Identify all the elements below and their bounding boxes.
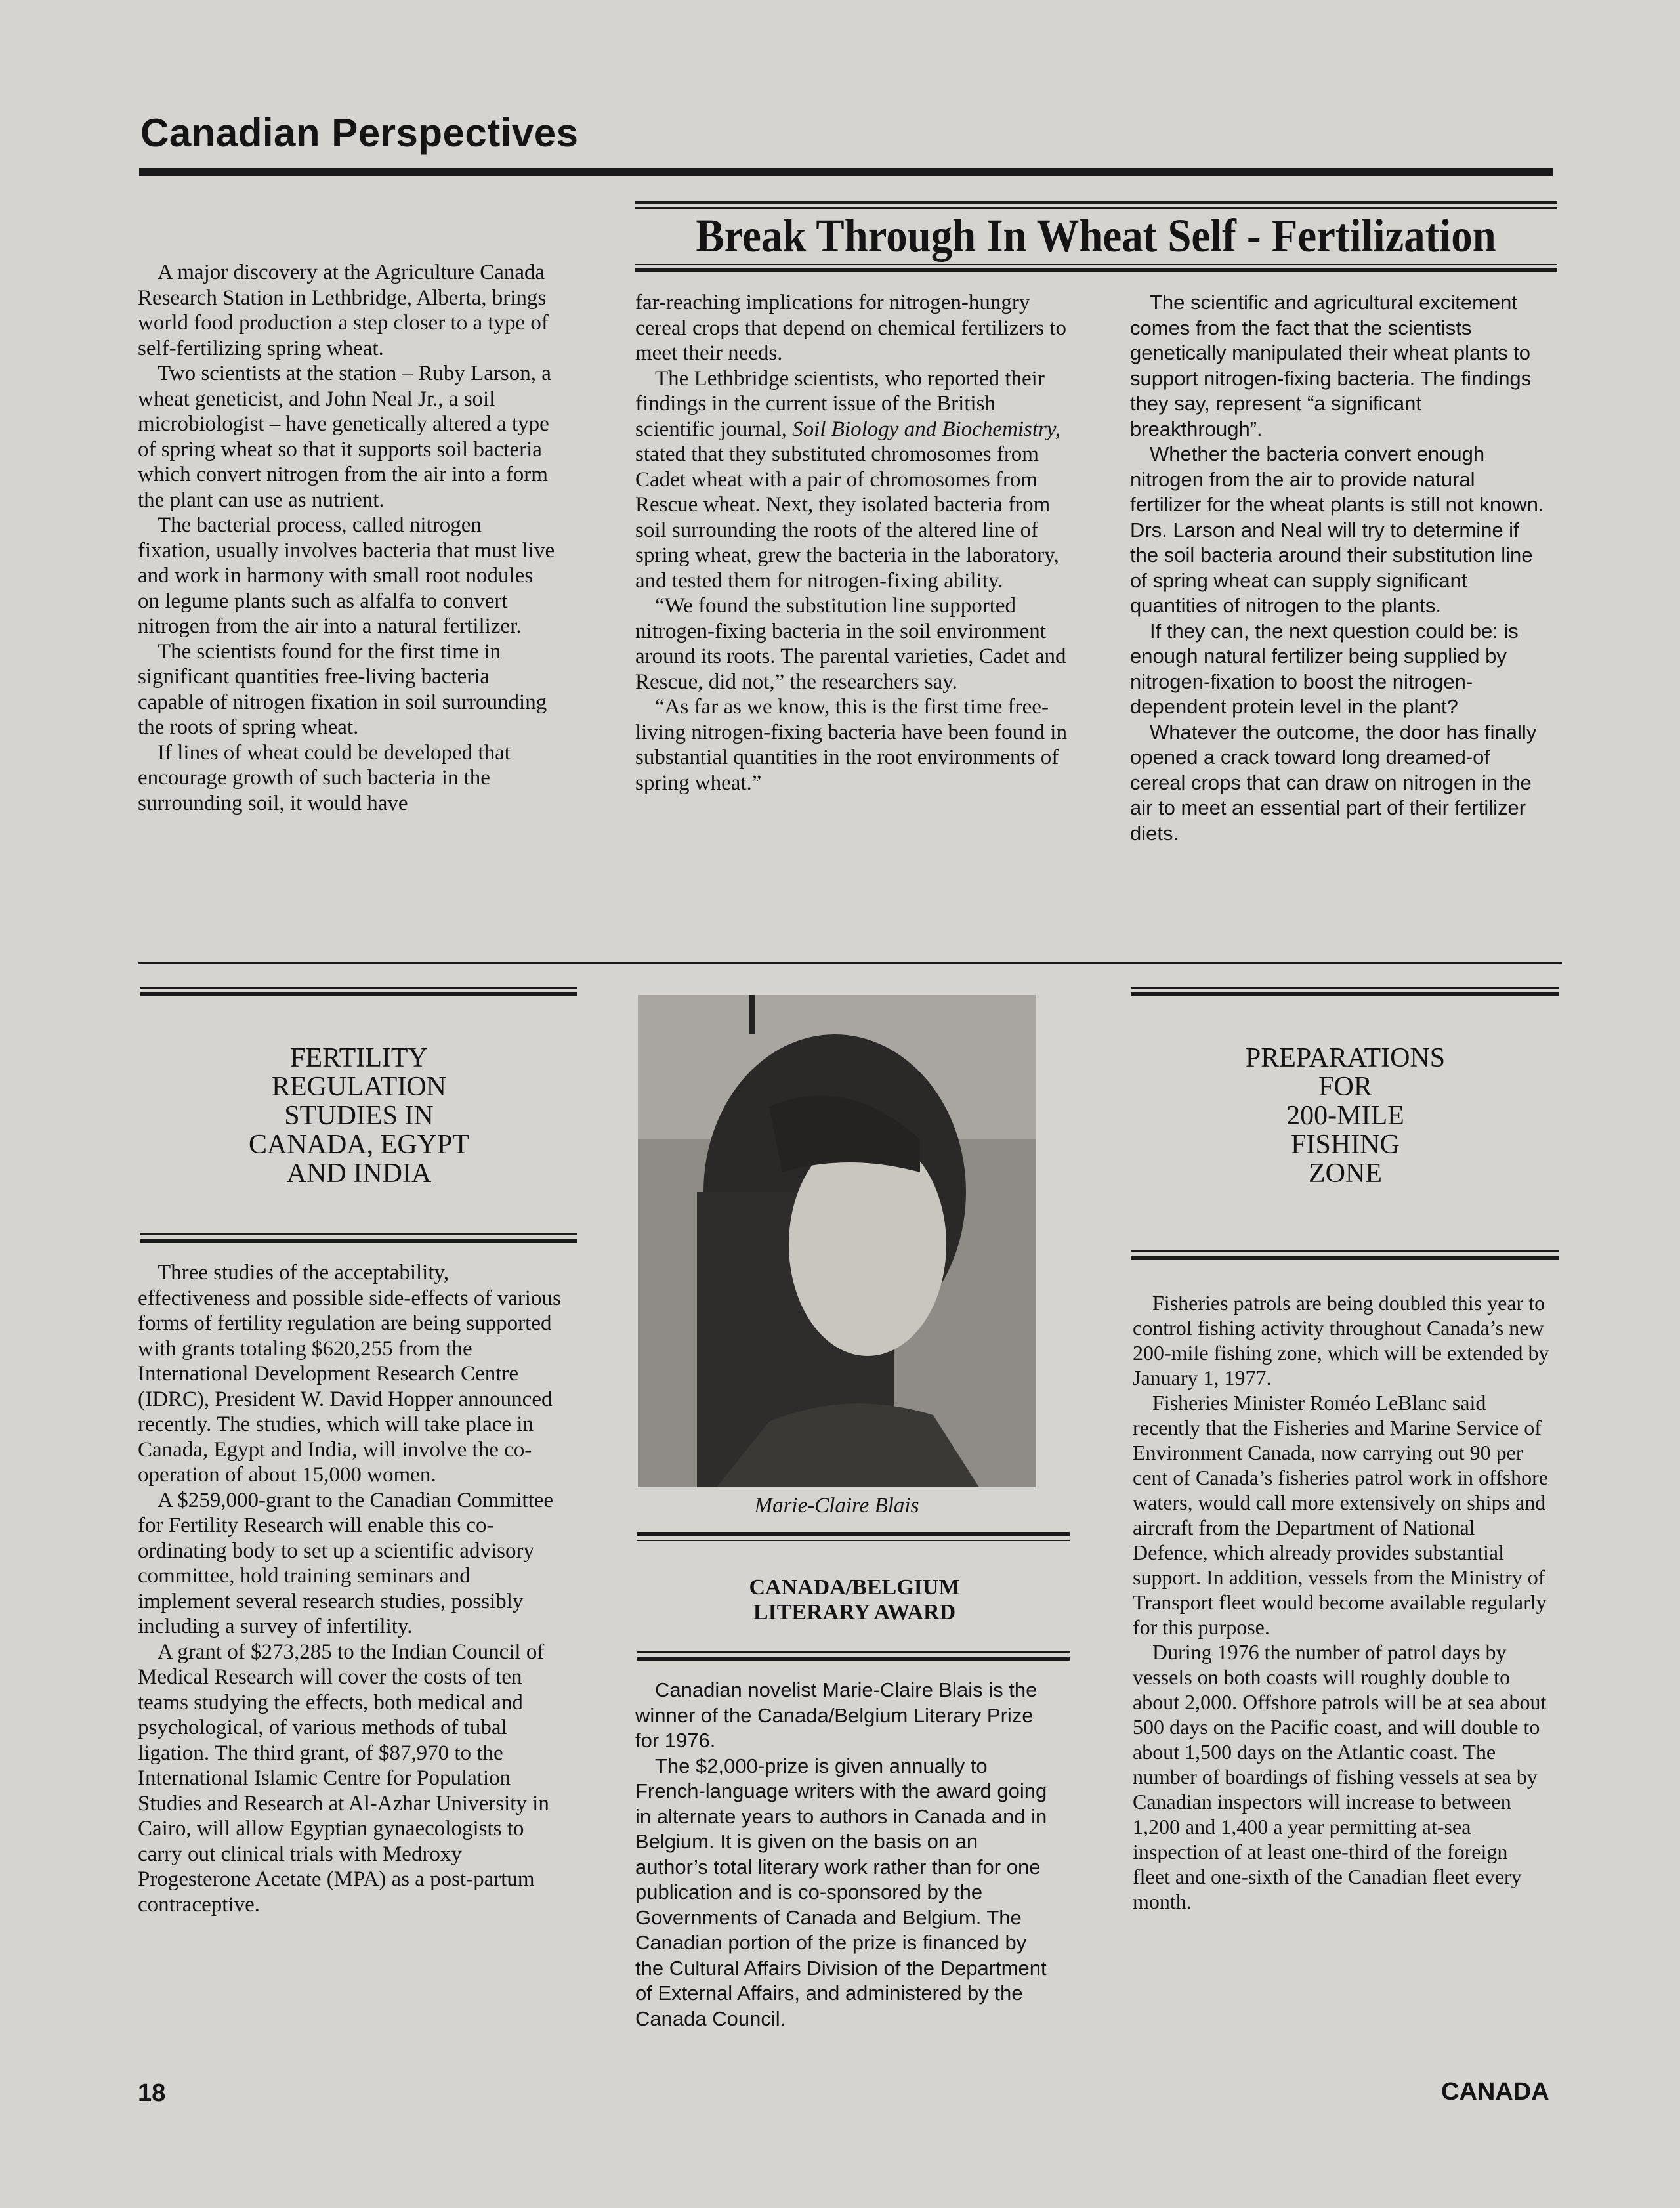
paragraph: Three studies of the acceptability, effectiveness and possible side-effects of various forms of fertility regulation are being supported with grants totaling $620,255 from the International Development Research Centre (IDRC), President W. David Hopper announced recently. The studies, which will take place in Canada, Egypt and India, will involve the co-operation of about 15,000 women. — [138, 1261, 561, 1487]
headline-rule-bottom-1 — [635, 264, 1557, 265]
paragraph: Two scientists at the station – Ruby Larson, a wheat geneticist, and John Neal Jr., a soil microbiologist – have genetically altered a type of spring wheat so that it supports soil bacteria which convert nitrogen from the air into a form the plant can use as nutrient. — [138, 362, 551, 512]
heading-line: ZONE — [1309, 1158, 1382, 1189]
fertility-rule-top-2 — [140, 992, 578, 996]
heading-line: FOR — [1318, 1072, 1372, 1102]
main-headline: Break Through In Wheat Self - Fertilization — [696, 209, 1496, 262]
award-rule-top-1 — [637, 1532, 1070, 1536]
paragraph: A grant of $273,285 to the Indian Council of Medical Research will cover the costs of ten teams studying the effects, both medical and psychological, of various methods of tubal ligation. The third grant, of $87,970 to the International Islamic Centre for Population Studies and Research at Al-Azhar University in Cairo, will allow Egyptian gynaecologists to carry out clinical trials with Medroxy Progesterone Acetate (MPA) as a post-partum contraceptive. — [138, 1640, 549, 1917]
main-article-col-1 — [138, 260, 558, 816]
paragraph: A $259,000-grant to the Canadian Committee for Fertility Research will enable this co-ordinating body to set up a scientific advisory committee, hold training seminars and implement several research studies, possibly including a survey of infertility. — [138, 1488, 554, 1638]
section-title: Canadian Perspectives — [140, 111, 579, 155]
fertility-rule-bottom-1 — [140, 1233, 578, 1235]
main-article-col-3 — [1130, 290, 1550, 846]
paragraph — [635, 366, 1074, 594]
heading-line: FISHING — [1291, 1130, 1400, 1160]
heading-line: CANADA, EGYPT — [249, 1130, 469, 1160]
heading-line: AND INDIA — [286, 1158, 432, 1189]
award-body — [635, 1678, 1055, 2031]
paragraph: far-reaching implications for nitrogen-hungry cereal crops that depend on chemical fertilizers to meet their needs. — [635, 291, 1066, 365]
fishing-rule-top-1 — [1131, 987, 1559, 989]
paragraph: If they can, the next question could be: is enough natural fertilizer being supplied by nitrogen-fixation to boost the nitrogen-dependent protein level in the plant? — [1130, 619, 1519, 718]
fishing-rule-bottom-1 — [1131, 1250, 1559, 1252]
paragraph: During 1976 the number of patrol days by vessels on both coasts will roughly double to about 2,000. Offshore patrols will be at sea about 500 days on the Pacific coast, and will double to about 1,500 days on the Atlantic coast. The number of boardings of fishing vessels at sea by Canadian inspectors will increase to between 1,200 and 1,400 a year permitting at-sea inspection of at least one-third of the foreign fleet and one-sixth of the Canadian fleet every month. — [1133, 1640, 1547, 1913]
paragraph: Fisheries Minister Roméo LeBlanc said recently that the Fisheries and Marine Service of Environment Canada, now carrying out 90 per cent of Canada’s fisheries patrol work in offshore waters, would call more extensively on ships and aircraft from the Department of National Defence, which already provides substantial support. In addition, vessels from the Ministry of Transport fleet would become available regularly for this purpose. — [1133, 1391, 1548, 1639]
main-article-col-2 — [635, 290, 1074, 796]
heading-line: 200-MILE — [1286, 1101, 1404, 1131]
heading-line: CANADA/BELGIUM — [749, 1575, 960, 1600]
text: The Lethbridge scientists, who reported their findings in the current issue of the British scientific journal, — [635, 366, 1045, 441]
text: stated that they substituted chromosomes from Cadet wheat with a pair of chromosomes from Rescue wheat. Next, they isolated bacteria from soil surrounding the roots of the altered line of spring wheat, grew the bacteria in the laboratory, and tested them for nitrogen-fixing ability. — [635, 442, 1059, 593]
fertility-body — [138, 1260, 564, 1917]
fishing-rule-bottom-2 — [1131, 1256, 1559, 1260]
fertility-rule-top-1 — [140, 987, 578, 989]
paragraph: The $2,000-prize is given annually to French-language writers with the award going in alternate years to authors in Canada and in Belgium. It is given on the basis on an author’s total literary work rather than for one publication and is co-sponsored by the Governments of Canada and Belgium. The Canadian portion of the prize is financed by the Cultural Affairs Division of the Department of External Affairs, and administered by the Canada Council. — [635, 1754, 1047, 2030]
paragraph: “As far as we know, this is the first time free-living nitrogen-fixing bacteria have been found in substantial quantities in the root environments of spring wheat.” — [635, 695, 1067, 795]
paragraph: A major discovery at the Agriculture Canada Research Station in Lethbridge, Alberta, brings world food production a step closer to a type of self-fertilizing spring wheat. — [138, 261, 549, 360]
paragraph: Whatever the outcome, the door has finally opened a crack toward long dreamed-of cereal crops that can draw on nitrogen in the air to meet an essential part of their fertilizer diets. — [1130, 720, 1537, 845]
heading-line: PREPARATIONS — [1245, 1043, 1446, 1073]
header-rule — [139, 168, 1553, 176]
heading-line: STUDIES IN — [284, 1101, 434, 1131]
award-rule-bottom-2 — [637, 1657, 1070, 1661]
paragraph: Fisheries patrols are being doubled this year to control fishing activity throughout Canada’s new 200-mile fishing zone, which will be extended by January 1, 1977. — [1133, 1291, 1549, 1390]
paragraph: The scientific and agricultural excitement comes from the fact that the scientists genetically manipulated their wheat plants to support nitrogen-fixing bacteria. The findings they say, represent “a significant breakthrough”. — [1130, 291, 1532, 440]
fishing-heading — [1131, 1044, 1559, 1188]
portrait-photo — [638, 995, 1036, 1487]
heading-line: FERTILITY — [290, 1043, 428, 1073]
paragraph: If lines of wheat could be developed that encourage growth of such bacteria in the surrounding soil, it would have — [138, 740, 511, 815]
photo-caption: Marie-Claire Blais — [754, 1494, 919, 1518]
paragraph: “We found the substitution line supported nitrogen-fixing bacteria in the soil environment around its roots. The parental varieties, Cadet and Rescue, did not,” the researchers say. — [635, 594, 1066, 694]
award-rule-top-2 — [637, 1540, 1070, 1541]
journal-title: Soil Biology and Biochemistry, — [792, 417, 1060, 441]
fertility-rule-bottom-2 — [140, 1239, 578, 1243]
magazine-name: CANADA — [1441, 2078, 1549, 2106]
award-heading — [638, 1575, 1071, 1625]
heading-line: LITERARY AWARD — [753, 1600, 956, 1624]
fishing-body — [1133, 1290, 1550, 1914]
headline-rule-top-1 — [635, 201, 1557, 204]
heading-line: REGULATION — [272, 1072, 446, 1102]
paragraph: The scientists found for the first time in significant quantities free-living bacteria capable of nitrogen fixation in soil surrounding the roots of spring wheat. — [138, 639, 547, 739]
paragraph: The bacterial process, called nitrogen fixation, usually involves bacteria that must live and work in harmony with small root nodules on legume plants such as alfalfa to convert nitrogen from the air into a natural fertilizer. — [138, 513, 555, 638]
award-rule-bottom-1 — [637, 1651, 1070, 1653]
fertility-heading — [140, 1044, 578, 1188]
headline-rule-bottom-2 — [635, 268, 1557, 272]
page-number: 18 — [138, 2079, 166, 2107]
section-divider — [138, 962, 1562, 964]
paragraph: Canadian novelist Marie-Claire Blais is the winner of the Canada/Belgium Literary Prize for 1976. — [635, 1678, 1038, 1752]
paragraph: Whether the bacteria convert enough nitrogen from the air to provide natural fertilizer for the wheat plants is still not known. Drs. Larson and Neal will try to determine if the soil bacteria around their substitution line of spring wheat can supply significant quantities of nitrogen to the plants. — [1130, 442, 1544, 617]
fishing-rule-top-2 — [1131, 992, 1559, 996]
portrait-image — [638, 995, 1036, 1487]
